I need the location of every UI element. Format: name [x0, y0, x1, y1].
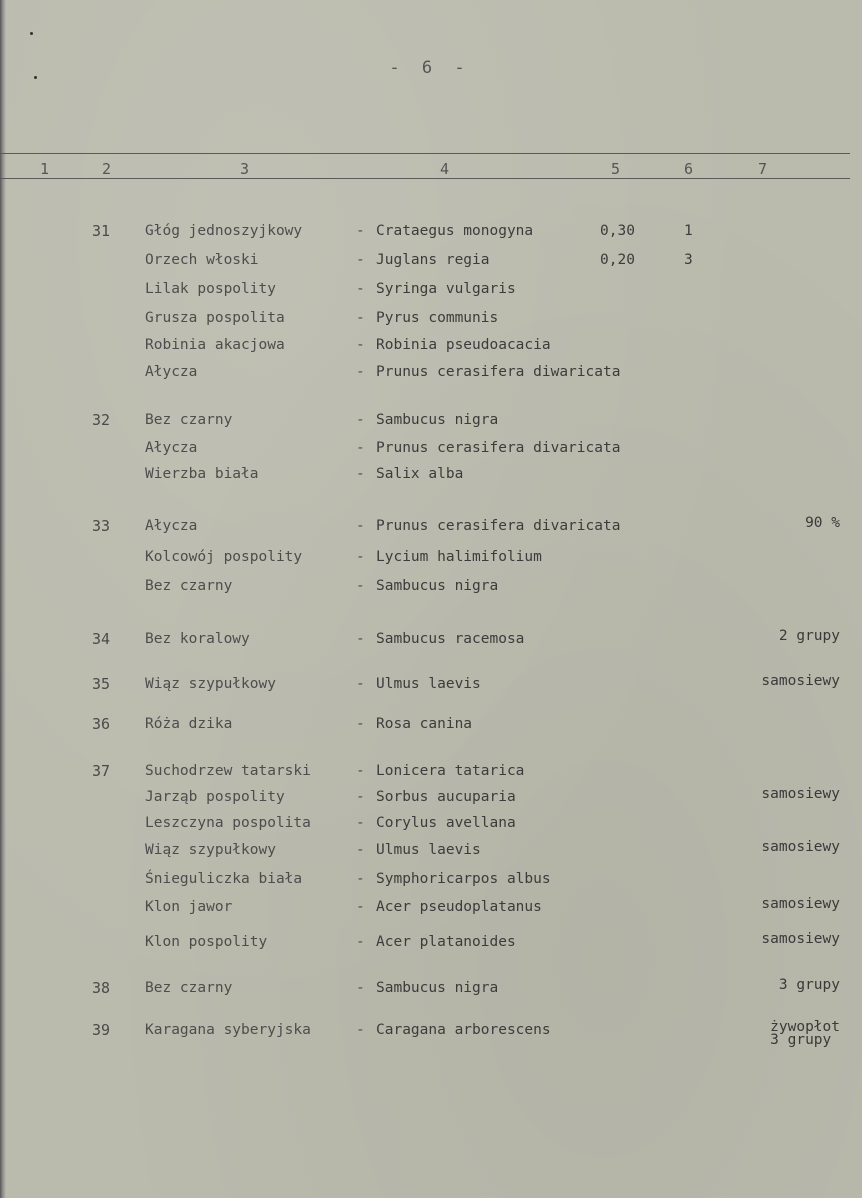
- row-number: 35: [92, 675, 111, 693]
- polish-name: Wiąz szypułkowy: [145, 842, 276, 858]
- row-number: 32: [92, 411, 111, 429]
- latin-name: Acer pseudoplatanus: [376, 899, 542, 915]
- polish-name: Robinia akacjowa: [145, 337, 285, 353]
- latin-name: Ulmus laevis: [376, 842, 481, 858]
- latin-name: Corylus avellana: [376, 815, 516, 831]
- dash-separator: -: [356, 631, 365, 647]
- dash-separator: -: [356, 980, 365, 996]
- column-7-note: samosiewy: [761, 786, 840, 802]
- column-5-value: 0,30: [600, 223, 635, 239]
- dash-separator: -: [356, 871, 365, 887]
- table-header-rule: [0, 178, 850, 179]
- dash-separator: -: [356, 364, 365, 380]
- polish-name: Kolcowój pospolity: [145, 549, 303, 565]
- polish-name: Klon jawor: [145, 899, 233, 915]
- polish-name: Bez koralowy: [145, 631, 250, 647]
- column-7-note: samosiewy: [761, 896, 840, 912]
- row-number: 39: [92, 1021, 111, 1039]
- dash-separator: -: [356, 815, 365, 831]
- polish-name: Suchodrzew tatarski: [145, 763, 311, 779]
- dash-separator: -: [356, 281, 365, 297]
- polish-name: Karagana syberyjska: [145, 1022, 311, 1038]
- column-6-value: 3: [684, 252, 693, 268]
- column-6-value: 1: [684, 223, 693, 239]
- polish-name: Bez czarny: [145, 412, 233, 428]
- dash-separator: -: [356, 842, 365, 858]
- latin-name: Sambucus nigra: [376, 412, 499, 428]
- page-number: - 6 -: [389, 58, 471, 78]
- column-header-1: 1: [40, 160, 50, 178]
- polish-name: Klon pospolity: [145, 934, 268, 950]
- latin-name: Prunus cerasifera diwaricata: [376, 364, 621, 380]
- latin-name: Rosa canina: [376, 716, 473, 732]
- latin-name: Lonicera tatarica: [376, 763, 525, 779]
- dash-separator: -: [356, 310, 365, 326]
- row-number: 37: [92, 762, 111, 780]
- dash-separator: -: [356, 466, 365, 482]
- latin-name: Pyrus communis: [376, 310, 499, 326]
- dash-separator: -: [356, 934, 365, 950]
- latin-name: Sorbus aucuparia: [376, 789, 516, 805]
- dash-separator: -: [356, 252, 365, 268]
- column-header-3: 3: [240, 160, 250, 178]
- column-7-note: samosiewy: [761, 839, 840, 855]
- polish-name: Lilak pospolity: [145, 281, 276, 297]
- latin-name: Sambucus nigra: [376, 578, 499, 594]
- polish-name: Róża dzika: [145, 716, 233, 732]
- polish-name: Głóg jednoszyjkowy: [145, 223, 303, 239]
- polish-name: Jarząb pospolity: [145, 789, 285, 805]
- polish-name: Śnieguliczka biała: [145, 871, 303, 887]
- table-top-rule: [0, 153, 850, 154]
- polish-name: Orzech włoski: [145, 252, 259, 268]
- latin-name: Juglans regia: [376, 252, 490, 268]
- dash-separator: -: [356, 789, 365, 805]
- dash-separator: -: [356, 676, 365, 692]
- latin-name: Sambucus racemosa: [376, 631, 525, 647]
- latin-name: Lycium halimifolium: [376, 549, 542, 565]
- latin-name: Symphoricarpos albus: [376, 871, 551, 887]
- latin-name: Sambucus nigra: [376, 980, 499, 996]
- polish-name: Ałycza: [145, 518, 198, 534]
- latin-name: Salix alba: [376, 466, 464, 482]
- column-7-note: żywopłot 3 grupy: [770, 1019, 840, 1048]
- dash-separator: -: [356, 716, 365, 732]
- dash-separator: -: [356, 578, 365, 594]
- dash-separator: -: [356, 763, 365, 779]
- dash-separator: -: [356, 337, 365, 353]
- latin-name: Ulmus laevis: [376, 676, 481, 692]
- polish-name: Ałycza: [145, 440, 198, 456]
- polish-name: Ałycza: [145, 364, 198, 380]
- column-header-2: 2: [102, 160, 112, 178]
- latin-name: Caragana arborescens: [376, 1022, 551, 1038]
- polish-name: Bez czarny: [145, 980, 233, 996]
- column-7-note: samosiewy: [761, 931, 840, 947]
- polish-name: Leszczyna pospolita: [145, 815, 311, 831]
- page-edge-shadow: [0, 0, 6, 1198]
- dash-separator: -: [356, 440, 365, 456]
- row-number: 36: [92, 715, 111, 733]
- column-header-5: 5: [611, 160, 621, 178]
- column-header-7: 7: [758, 160, 768, 178]
- polish-name: Grusza pospolita: [145, 310, 285, 326]
- column-7-note: samosiewy: [761, 673, 840, 689]
- dash-separator: -: [356, 223, 365, 239]
- column-7-note: 90 %: [805, 515, 840, 531]
- polish-name: Bez czarny: [145, 578, 233, 594]
- row-number: 33: [92, 517, 111, 535]
- column-7-note: 3 grupy: [778, 977, 840, 993]
- latin-name: Prunus cerasifera divaricata: [376, 518, 621, 534]
- latin-name: Acer platanoides: [376, 934, 516, 950]
- latin-name: Syringa vulgaris: [376, 281, 516, 297]
- row-number: 34: [92, 630, 111, 648]
- dash-separator: -: [356, 549, 365, 565]
- speck: [30, 32, 33, 35]
- latin-name: Prunus cerasifera divaricata: [376, 440, 621, 456]
- speck: [34, 76, 37, 79]
- dash-separator: -: [356, 1022, 365, 1038]
- latin-name: Crataegus monogyna: [376, 223, 534, 239]
- dash-separator: -: [356, 518, 365, 534]
- column-5-value: 0,20: [600, 252, 635, 268]
- row-number: 38: [92, 979, 111, 997]
- column-header-4: 4: [440, 160, 450, 178]
- latin-name: Robinia pseudoacacia: [376, 337, 551, 353]
- column-header-6: 6: [684, 160, 694, 178]
- row-number: 31: [92, 222, 111, 240]
- dash-separator: -: [356, 412, 365, 428]
- polish-name: Wiąz szypułkowy: [145, 676, 276, 692]
- column-7-note: 2 grupy: [778, 628, 840, 644]
- dash-separator: -: [356, 899, 365, 915]
- polish-name: Wierzba biała: [145, 466, 259, 482]
